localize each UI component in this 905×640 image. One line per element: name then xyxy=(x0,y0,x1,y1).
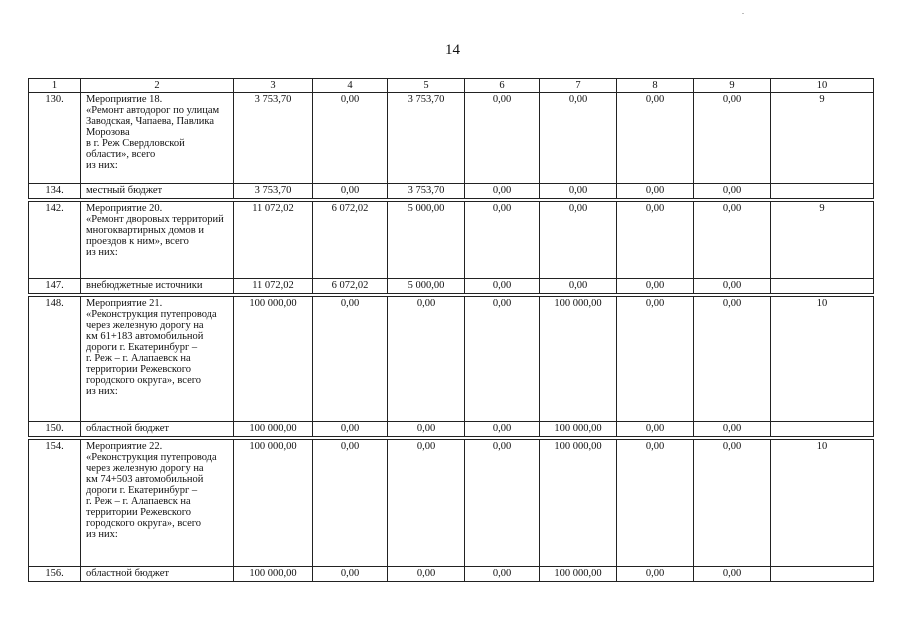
col-10-value xyxy=(771,422,874,437)
col-5-value: 0,00 xyxy=(388,297,465,422)
col-6-value: 0,00 xyxy=(465,440,540,567)
row-number: 150. xyxy=(29,422,81,437)
col-10-value: 10 xyxy=(771,297,874,422)
col-5-value: 5 000,00 xyxy=(388,202,465,279)
header-cell: 7 xyxy=(540,79,617,93)
col-10-value: 9 xyxy=(771,202,874,279)
col-10-value: 9 xyxy=(771,93,874,184)
table-row xyxy=(29,422,874,437)
col-9-value: 0,00 xyxy=(694,440,771,567)
col-10-value xyxy=(771,279,874,294)
item-name: областной бюджет xyxy=(81,422,234,437)
col-6-value: 0,00 xyxy=(465,202,540,279)
col-3-value: 100 000,00 xyxy=(234,440,313,567)
col-3-value: 11 072,02 xyxy=(234,202,313,279)
col-8-value: 0,00 xyxy=(617,567,694,582)
header-cell: 3 xyxy=(234,79,313,93)
row-number: 134. xyxy=(29,184,81,199)
col-6-value: 0,00 xyxy=(465,279,540,294)
col-6-value: 0,00 xyxy=(465,422,540,437)
item-name: местный бюджет xyxy=(81,184,234,199)
item-name: Мероприятие 20. «Ремонт дворовых территорий многоквартирных домов и проездов к ним», всего из них: xyxy=(81,202,234,279)
col-3-value: 3 753,70 xyxy=(234,93,313,184)
col-6-value: 0,00 xyxy=(465,567,540,582)
col-8-value: 0,00 xyxy=(617,279,694,294)
col-4-value: 0,00 xyxy=(313,567,388,582)
col-9-value: 0,00 xyxy=(694,279,771,294)
col-9-value: 0,00 xyxy=(694,567,771,582)
col-10-value xyxy=(771,184,874,199)
budget-table xyxy=(28,78,874,582)
col-5-value: 3 753,70 xyxy=(388,93,465,184)
header-cell: 6 xyxy=(465,79,540,93)
col-4-value: 0,00 xyxy=(313,184,388,199)
col-6-value: 0,00 xyxy=(465,184,540,199)
header-cell: 1 xyxy=(29,79,81,93)
col-9-value: 0,00 xyxy=(694,202,771,279)
item-name: Мероприятие 18. «Ремонт автодорог по улицам Заводская, Чапаева, Павлика Морозова в г. Реж Свердловской области», всего из них: xyxy=(81,93,234,184)
header-cell: 8 xyxy=(617,79,694,93)
item-name: внебюджетные источники xyxy=(81,279,234,294)
table-row xyxy=(29,202,874,279)
item-name: Мероприятие 22. «Реконструкция путепровода через железную дорогу на км 74+503 автомобильной дороги г. Екатеринбург – г. Реж – г. Алапаевск на территории Режевского городского округа», всего из них: xyxy=(81,440,234,567)
col-7-value: 0,00 xyxy=(540,184,617,199)
table-row xyxy=(29,279,874,294)
col-3-value: 11 072,02 xyxy=(234,279,313,294)
header-cell: 4 xyxy=(313,79,388,93)
table-row xyxy=(29,297,874,422)
row-number: 156. xyxy=(29,567,81,582)
col-3-value: 100 000,00 xyxy=(234,422,313,437)
col-5-value: 0,00 xyxy=(388,440,465,567)
col-3-value: 100 000,00 xyxy=(234,297,313,422)
col-6-value: 0,00 xyxy=(465,297,540,422)
col-10-value: 10 xyxy=(771,440,874,567)
col-4-value: 6 072,02 xyxy=(313,202,388,279)
col-7-value: 100 000,00 xyxy=(540,422,617,437)
col-7-value: 100 000,00 xyxy=(540,567,617,582)
table-header-row xyxy=(29,79,874,93)
row-number: 142. xyxy=(29,202,81,279)
table-row xyxy=(29,93,874,184)
col-8-value: 0,00 xyxy=(617,202,694,279)
col-7-value: 100 000,00 xyxy=(540,440,617,567)
table-row xyxy=(29,184,874,199)
col-5-value: 0,00 xyxy=(388,567,465,582)
header-cell: 5 xyxy=(388,79,465,93)
col-7-value: 0,00 xyxy=(540,279,617,294)
col-8-value: 0,00 xyxy=(617,297,694,422)
col-5-value: 3 753,70 xyxy=(388,184,465,199)
col-4-value: 0,00 xyxy=(313,440,388,567)
header-cell: 10 xyxy=(771,79,874,93)
col-4-value: 0,00 xyxy=(313,93,388,184)
row-number: 148. xyxy=(29,297,81,422)
col-6-value: 0,00 xyxy=(465,93,540,184)
table-row xyxy=(29,567,874,582)
col-8-value: 0,00 xyxy=(617,422,694,437)
col-5-value: 0,00 xyxy=(388,422,465,437)
col-4-value: 6 072,02 xyxy=(313,279,388,294)
scan-speck xyxy=(742,13,744,14)
item-name: Мероприятие 21. «Реконструкция путепровода через железную дорогу на км 61+183 автомобильной дороги г. Екатеринбург – г. Реж – г. Алапаевск на территории Режевского городского округа», всего из них: xyxy=(81,297,234,422)
col-4-value: 0,00 xyxy=(313,422,388,437)
col-3-value: 3 753,70 xyxy=(234,184,313,199)
col-9-value: 0,00 xyxy=(694,184,771,199)
col-9-value: 0,00 xyxy=(694,93,771,184)
col-9-value: 0,00 xyxy=(694,422,771,437)
header-cell: 2 xyxy=(81,79,234,93)
page-number: 14 xyxy=(445,42,460,58)
col-7-value: 100 000,00 xyxy=(540,297,617,422)
row-number: 130. xyxy=(29,93,81,184)
table-row xyxy=(29,440,874,567)
item-name: областной бюджет xyxy=(81,567,234,582)
col-8-value: 0,00 xyxy=(617,184,694,199)
col-10-value xyxy=(771,567,874,582)
col-8-value: 0,00 xyxy=(617,93,694,184)
col-4-value: 0,00 xyxy=(313,297,388,422)
col-9-value: 0,00 xyxy=(694,297,771,422)
header-cell: 9 xyxy=(694,79,771,93)
col-3-value: 100 000,00 xyxy=(234,567,313,582)
row-number: 154. xyxy=(29,440,81,567)
col-8-value: 0,00 xyxy=(617,440,694,567)
col-5-value: 5 000,00 xyxy=(388,279,465,294)
col-7-value: 0,00 xyxy=(540,93,617,184)
row-number: 147. xyxy=(29,279,81,294)
col-7-value: 0,00 xyxy=(540,202,617,279)
